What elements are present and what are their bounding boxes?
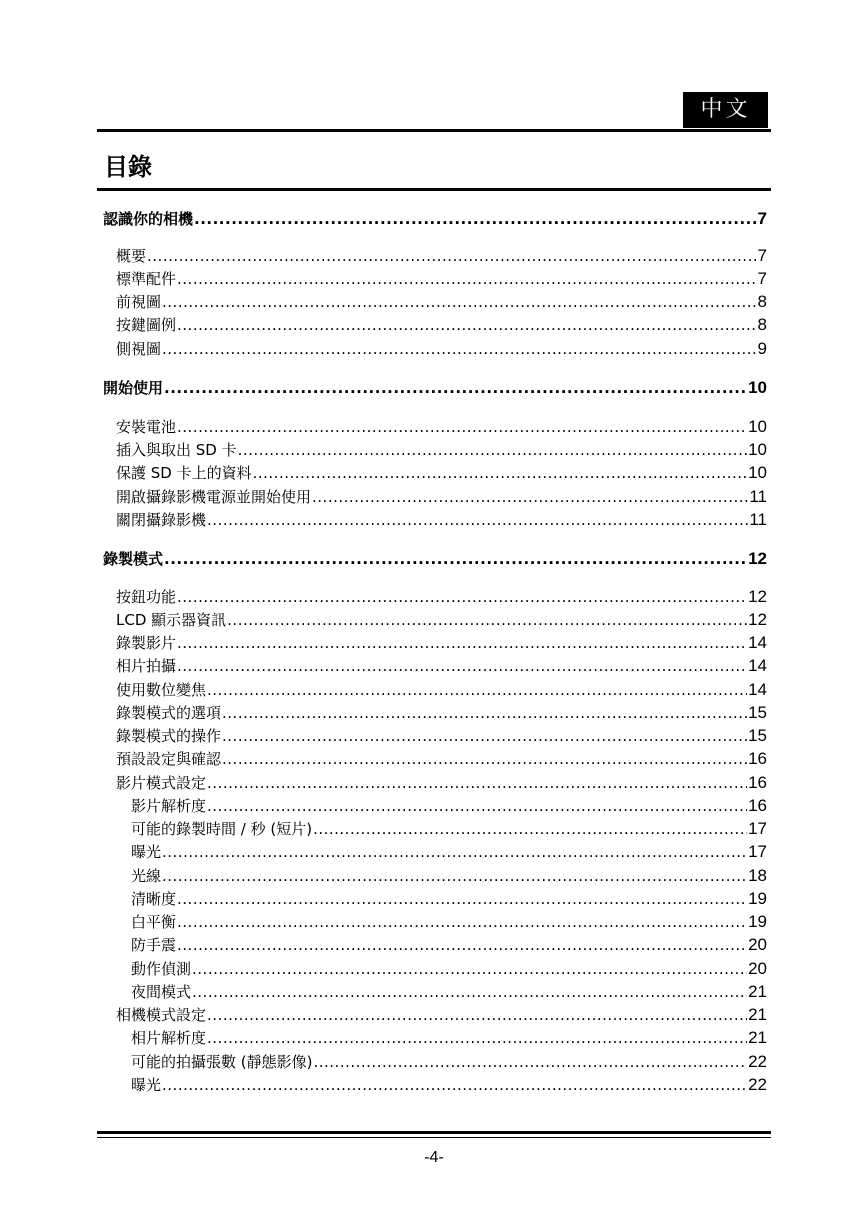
toc-entry-page: 9 bbox=[757, 339, 767, 358]
toc-entry[interactable] bbox=[116, 338, 767, 360]
toc-section-2[interactable] bbox=[103, 377, 767, 399]
toc-entry-title: 曝光 bbox=[131, 843, 162, 861]
toc-entry-page: 19 bbox=[748, 912, 767, 931]
dot-leader bbox=[313, 818, 747, 840]
dot-leader bbox=[207, 509, 748, 531]
toc-entry-title: 開始使用 bbox=[103, 379, 164, 397]
toc-entry-title: 可能的拍攝張數 (靜態影像) bbox=[131, 1053, 313, 1071]
toc-entry-page: 19 bbox=[748, 889, 767, 908]
toc-entry-page: 10 bbox=[748, 440, 767, 459]
dot-leader bbox=[207, 1004, 747, 1026]
toc-subentry[interactable] bbox=[131, 1051, 767, 1073]
toc-subentry[interactable] bbox=[131, 865, 767, 887]
toc-subentry[interactable] bbox=[131, 934, 767, 956]
toc-entry[interactable] bbox=[116, 509, 767, 531]
toc-entry[interactable] bbox=[116, 314, 767, 336]
toc-entry-page: 12 bbox=[748, 549, 767, 568]
toc-entry-title: 側視圖 bbox=[116, 340, 162, 358]
toc-entry-page: 22 bbox=[748, 1075, 767, 1094]
toc-entry-title: 相片拍攝 bbox=[116, 657, 177, 675]
toc-entry[interactable] bbox=[116, 1004, 767, 1026]
dot-leader bbox=[177, 911, 747, 933]
dot-leader bbox=[162, 1074, 747, 1096]
dot-leader bbox=[222, 725, 747, 747]
toc-subentry[interactable] bbox=[131, 911, 767, 933]
toc-entry[interactable] bbox=[116, 486, 767, 508]
toc-entry[interactable] bbox=[116, 655, 767, 677]
toc-entry-page: 11 bbox=[749, 487, 767, 506]
dot-leader bbox=[177, 632, 747, 654]
toc-entry-page: 22 bbox=[748, 1052, 767, 1071]
dot-leader bbox=[192, 981, 747, 1003]
toc-entry-title: 預設設定與確認 bbox=[116, 750, 222, 768]
toc-entry-title: 夜間模式 bbox=[131, 983, 192, 1001]
toc-entry-page: 15 bbox=[748, 726, 767, 745]
footer-rule bbox=[97, 1131, 771, 1134]
toc-entry[interactable] bbox=[116, 748, 767, 770]
toc-entry[interactable] bbox=[116, 632, 767, 654]
toc-section-1[interactable] bbox=[103, 208, 767, 230]
toc-entry-page: 17 bbox=[748, 842, 767, 861]
toc-entry-title: LCD 顯示器資訊 bbox=[116, 611, 227, 629]
dot-leader bbox=[162, 338, 757, 360]
dot-leader bbox=[207, 795, 747, 817]
toc-entry-page: 14 bbox=[748, 633, 767, 652]
toc-entry-page: 7 bbox=[757, 269, 767, 288]
toc-entry-page: 21 bbox=[748, 1028, 767, 1047]
toc-entry-title: 錄製影片 bbox=[116, 634, 177, 652]
toc-entry[interactable] bbox=[116, 772, 767, 794]
toc-entry-page: 8 bbox=[757, 292, 767, 311]
toc-entry-page: 21 bbox=[748, 1005, 767, 1024]
toc-entry-title: 標準配件 bbox=[116, 270, 177, 288]
toc-entry-title: 關閉攝錄影機 bbox=[116, 511, 207, 529]
toc-entry-page: 10 bbox=[748, 378, 767, 397]
footer-rule-thin bbox=[97, 1137, 771, 1138]
toc-entry-title: 錄製模式的選項 bbox=[116, 704, 222, 722]
dot-leader bbox=[313, 1051, 747, 1073]
toc-entry-page: 14 bbox=[748, 680, 767, 699]
toc-entry-title: 錄製模式的操作 bbox=[116, 727, 222, 745]
toc-entry-title: 相機模式設定 bbox=[116, 1006, 207, 1024]
dot-leader bbox=[177, 655, 747, 677]
toc-entry-page: 7 bbox=[757, 209, 767, 228]
toc-entry-page: 16 bbox=[748, 749, 767, 768]
toc-entry-title: 按鍵圖例 bbox=[116, 316, 177, 334]
toc-entry[interactable] bbox=[116, 702, 767, 724]
toc-entry-page: 12 bbox=[748, 610, 767, 629]
toc-entry-title: 清晰度 bbox=[131, 890, 177, 908]
dot-leader bbox=[177, 314, 757, 336]
toc-entry[interactable] bbox=[116, 268, 767, 290]
toc-subentry[interactable] bbox=[131, 795, 767, 817]
toc-entry[interactable] bbox=[116, 462, 767, 484]
toc-entry-title: 影片模式設定 bbox=[116, 774, 207, 792]
dot-leader bbox=[147, 245, 757, 267]
toc-entry-title: 錄製模式 bbox=[103, 550, 164, 568]
toc-entry-title: 保護 SD 卡上的資料 bbox=[116, 464, 252, 482]
toc-entry-page: 20 bbox=[748, 959, 767, 978]
dot-leader bbox=[207, 772, 747, 794]
toc-entry-page: 21 bbox=[748, 982, 767, 1001]
language-badge: 中文 bbox=[683, 92, 768, 128]
dot-leader bbox=[192, 958, 747, 980]
toc-entry-title: 白平衡 bbox=[131, 913, 177, 931]
toc-entry-page: 16 bbox=[748, 796, 767, 815]
dot-leader bbox=[207, 1027, 747, 1049]
toc-entry[interactable] bbox=[116, 291, 767, 313]
toc-entry-title: 防手震 bbox=[131, 936, 177, 954]
toc-entry-page: 20 bbox=[748, 935, 767, 954]
toc-entry-page: 8 bbox=[757, 315, 767, 334]
toc-entry[interactable] bbox=[116, 725, 767, 747]
toc-entry-title: 插入與取出 SD 卡 bbox=[116, 441, 237, 459]
toc-subentry[interactable] bbox=[131, 888, 767, 910]
toc-entry-page: 12 bbox=[748, 587, 767, 606]
toc-subentry[interactable] bbox=[131, 1074, 767, 1096]
toc-entry-page: 11 bbox=[749, 510, 767, 529]
toc-entry-title: 前視圖 bbox=[116, 293, 162, 311]
toc-entry-page: 10 bbox=[748, 417, 767, 436]
toc-entry-page: 7 bbox=[757, 246, 767, 265]
toc-entry-title: 光線 bbox=[131, 867, 162, 885]
dot-leader bbox=[164, 377, 747, 399]
dot-leader bbox=[164, 548, 747, 570]
toc-entry[interactable] bbox=[116, 439, 767, 461]
dot-leader bbox=[222, 748, 747, 770]
toc-entry-title: 按鈕功能 bbox=[116, 588, 177, 606]
dot-leader bbox=[222, 702, 747, 724]
toc-subentry[interactable] bbox=[131, 981, 767, 1003]
toc-entry-page: 10 bbox=[748, 463, 767, 482]
dot-leader bbox=[177, 416, 747, 438]
page-number: -4- bbox=[424, 1149, 444, 1166]
toc-entry-page: 16 bbox=[748, 773, 767, 792]
toc-entry-page: 18 bbox=[748, 866, 767, 885]
toc-entry-title: 使用數位變焦 bbox=[116, 681, 207, 699]
toc-entry-title: 安裝電池 bbox=[116, 418, 177, 436]
toc-subentry[interactable] bbox=[131, 958, 767, 980]
toc-subentry[interactable] bbox=[131, 818, 767, 840]
toc-subentry[interactable] bbox=[131, 1027, 767, 1049]
header-rule bbox=[97, 129, 771, 132]
toc-entry-page: 14 bbox=[748, 656, 767, 675]
dot-leader bbox=[162, 841, 747, 863]
toc-entry-title: 認識你的相機 bbox=[103, 210, 194, 228]
dot-leader bbox=[177, 586, 747, 608]
toc-entry-title: 影片解析度 bbox=[131, 797, 207, 815]
dot-leader bbox=[312, 486, 748, 508]
dot-leader bbox=[177, 268, 757, 290]
toc-subentry[interactable] bbox=[131, 841, 767, 863]
dot-leader bbox=[162, 865, 747, 887]
dot-leader bbox=[177, 888, 747, 910]
dot-leader bbox=[162, 291, 757, 313]
dot-leader bbox=[238, 439, 747, 461]
toc-entry-page: 17 bbox=[748, 819, 767, 838]
dot-leader bbox=[253, 462, 747, 484]
page-title: 目錄 bbox=[104, 152, 152, 181]
dot-leader bbox=[177, 934, 747, 956]
toc-entry-page: 15 bbox=[748, 703, 767, 722]
title-rule bbox=[97, 188, 771, 191]
toc-entry[interactable] bbox=[116, 416, 767, 438]
toc-entry-title: 可能的錄製時間 / 秒 (短片) bbox=[131, 820, 313, 838]
toc-section-3[interactable] bbox=[103, 548, 767, 570]
toc-entry-title: 開啟攝錄影機電源並開始使用 bbox=[116, 488, 312, 506]
toc-entry-title: 相片解析度 bbox=[131, 1029, 207, 1047]
toc-entry[interactable] bbox=[116, 245, 767, 267]
toc-entry[interactable] bbox=[116, 609, 767, 631]
toc-entry-title: 動作偵測 bbox=[131, 960, 192, 978]
toc-entry-title: 概要 bbox=[116, 247, 147, 265]
dot-leader bbox=[227, 609, 747, 631]
toc-entry[interactable] bbox=[116, 679, 767, 701]
dot-leader bbox=[194, 208, 757, 230]
toc-entry-title: 曝光 bbox=[131, 1076, 162, 1094]
dot-leader bbox=[207, 679, 747, 701]
toc-entry[interactable] bbox=[116, 586, 767, 608]
